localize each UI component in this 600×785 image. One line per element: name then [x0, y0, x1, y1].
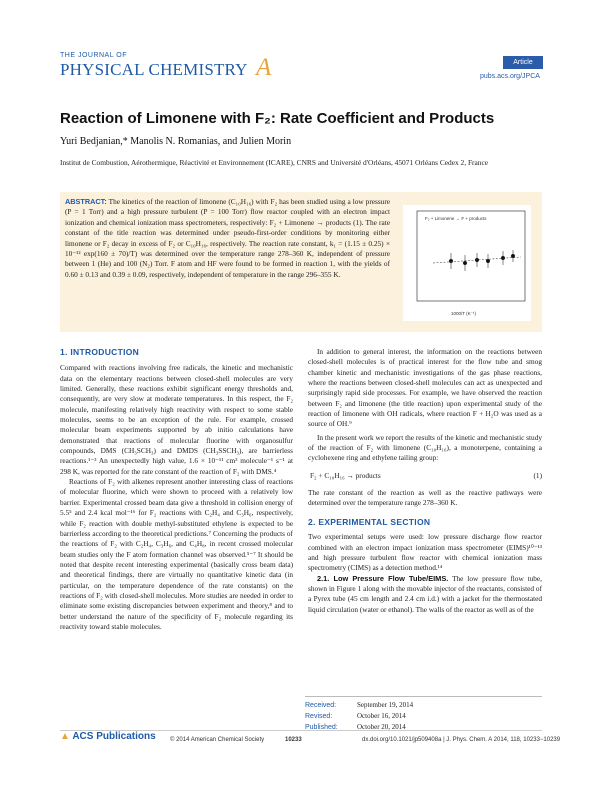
- date-revised: Revised: October 16, 2014: [305, 712, 406, 720]
- equation-text: F₂ + C₁₀H₁₆ → products: [310, 470, 381, 480]
- journal-letter: A: [256, 54, 272, 81]
- toc-legend: F₂ + Limonene → F + products: [425, 216, 487, 221]
- article-badge: Article: [503, 56, 543, 69]
- paragraph: The rate constant of the reaction as well as the reactive pathways were determined over the temperature range 278–360 K.: [308, 488, 542, 508]
- journal-name-top: THE JOURNAL OF: [60, 52, 128, 59]
- toc-xlabel: 1000/T (K⁻¹): [451, 311, 477, 316]
- equation-number: (1): [533, 470, 542, 480]
- acs-logo-icon: ▲: [60, 731, 70, 742]
- left-column: [60, 347, 293, 632]
- acs-publications-logo: ▲ ACS Publications: [60, 731, 156, 742]
- journal-url[interactable]: pubs.acs.org/JPCA: [480, 73, 540, 80]
- toc-point: [463, 261, 467, 265]
- received-dates: [305, 696, 542, 733]
- doi-citation[interactable]: dx.doi.org/10.1021/jp509408a | J. Phys. Chem. A 2014, 118, 10233−10239: [362, 737, 561, 743]
- toc-plot: [403, 205, 531, 321]
- date-received: Received: September 19, 2014: [305, 701, 414, 709]
- toc-graphic: [403, 205, 531, 321]
- page-number: 10233: [285, 737, 302, 743]
- date-published: Published: October 20, 2014: [305, 723, 406, 731]
- paragraph: Reactions of F₂ with alkenes represent another interesting class of reactions of molecular fluorine, which were shown to proceed with a relatively low barrier. Experimental crossed beam data give a threshold in collision energy of 5.5⁵ and 2.4 kcal mol⁻¹⁶ for F₂ reactions with C₂H₄ and C₃H₆, respectively, while F₂ reaction with double methyl-substituted ethylene is expected to be barrierless according to the theoretical predictions.⁷ Concerning the products of the reactions of F₂ with C₂H₄, C₃H₆, and C₄H₈, in recent crossed molecular beam studies only the F atom formation channel was observed.⁵⁻⁷ It should be noted that despite recent interesting experimental (basically cross beam data) and theoretical findings, there are virtually no quantitative kinetic data (in particular, on the temperature dependence of the rate constants) on the reactions of F₂ with closed-shell molecules. More studies are needed in order to eliminate some existing discrepancies between experiment and theory,⁸ and to better understand the nature of the specificity of F₂ molecule regarding its reactivity toward stable molecules.: [60, 477, 293, 631]
- paragraph: In addition to general interest, the information on the reactions between closed-shell molecules is of practical interest for the flow tube and smog chamber kinetic and mechanistic investigations of the gas phase reactions, where the reactions between closed-shell molecules can act as unexpected and surprisingly rapid side processes. For example, we have observed the reaction between F₂ and limonene (the title reaction) upon experimental study of the reaction of limonene with OH radicals, where reaction F + H₂O was used as a source of OH.⁹: [308, 347, 542, 429]
- toc-data-points: [449, 250, 515, 271]
- toc-point: [486, 259, 490, 263]
- paragraph: [308, 574, 542, 615]
- paragraph: In the present work we report the results of the kinetic and mechanistic study of the reaction of F₂ with limonene (C₁₀H₁₆), a monoterpene, containing a cyclohexene ring and ethylene tailing group:: [308, 432, 542, 463]
- article-title: Reaction of Limonene with F₂: Rate Coefficient and Products: [60, 110, 495, 127]
- abstract: [65, 197, 390, 280]
- equation-1: [308, 471, 542, 481]
- affiliation: Institut de Combustion, Aérothermique, Réactivité et Environnement (ICARE), CNRS and Université d'Orléans, 45071 Orléans Cedex 2, France: [60, 158, 489, 167]
- subsection-heading: 2.1. Low Pressure Flow Tube/EIMS.: [317, 573, 449, 583]
- toc-plot-frame: [417, 211, 525, 301]
- section-heading-experimental: 2. EXPERIMENTAL SECTION: [308, 516, 431, 527]
- toc-point: [449, 259, 453, 263]
- right-column: [308, 347, 542, 615]
- paragraph-text: The low pressure flow tube, shown in Figure 1 along with the movable injector of the reactants, consisted of a Pyrex tube (45 cm length and 2.4 cm i.d.) with a jacket for the thermostated liquid circulation (water or ethanol). The walls of the reactor as well as of the: [308, 573, 542, 614]
- section-heading-introduction: 1. INTRODUCTION: [60, 347, 140, 357]
- abstract-text: The kinetics of the reaction of limonene (C₁₀H₁₆) with F₂ has been studied using a low pressure (P = 1 Torr) and a high pressure turbulent (P = 100 Torr) flow reactor coupled with an electron impact ionization and chemical ionization mass spectrometers, respectively: F₂ + Limonene → products (1). The rate constant of the title reaction was determined under pseudo-first-order conditions by monitoring either limonene or F₂ decay in excess of F₂ or C₁₀H₁₆, respectively. The reaction rate constant, k₁ = (1.15 ± 0.25) × 10⁻¹² exp(160 ± 70)/T) was determined over the temperature range 278–360 K, independent of pressure between 1 (He) and 100 (N₂) Torr. F atom and HF were found to be formed in reaction 1, with the yields of 0.60 ± 0.13 and 0.39 ± 0.09, respectively, independent of temperature in the range 296–355 K.: [65, 197, 390, 279]
- author-list: Yuri Bedjanian,* Manolis N. Romanias, and Julien Morin: [60, 136, 292, 147]
- paragraph: Compared with reactions involving free radicals, the kinetic and mechanistic data on the elementary reactions between closed-shell molecules are very limited. Generally, these reactions exhibit significant energy thresholds and, consequently, are very slow at moderate temperatures. In this respect, the F₂ molecule, manifesting relatively high reactivity with respect to some stable molecules, seems to be an exception of the rule. For example, crossed molecular beam experiments supported by ab initio calculations have demonstrated that reactions of molecular fluorine with organosulfur compounds, DMS (CH₃SCH₃) and DMDS (CH₃SSCH₃), are barrierless reactions.¹⁻³ An unexpectedly high value, 1.6 × 10⁻¹¹ cm³ molecule⁻¹ s⁻¹ at 298 K, was reported for the rate constant of the reaction of F₂ with DMS.⁴: [60, 363, 293, 476]
- paragraph: Two experimental setups were used: low pressure discharge flow reactor combined with an electron impact ionization mass spectrometer (EIMS)¹⁰⁻¹³ and high pressure turbulent flow reactor with chemical ionization mass spectrometry (CIMS) as a detection method.¹⁴: [308, 532, 542, 573]
- abstract-label: ABSTRACT:: [65, 197, 107, 206]
- journal-name-main: PHYSICAL CHEMISTRY: [60, 60, 248, 79]
- copyright: © 2014 American Chemical Society: [170, 737, 265, 743]
